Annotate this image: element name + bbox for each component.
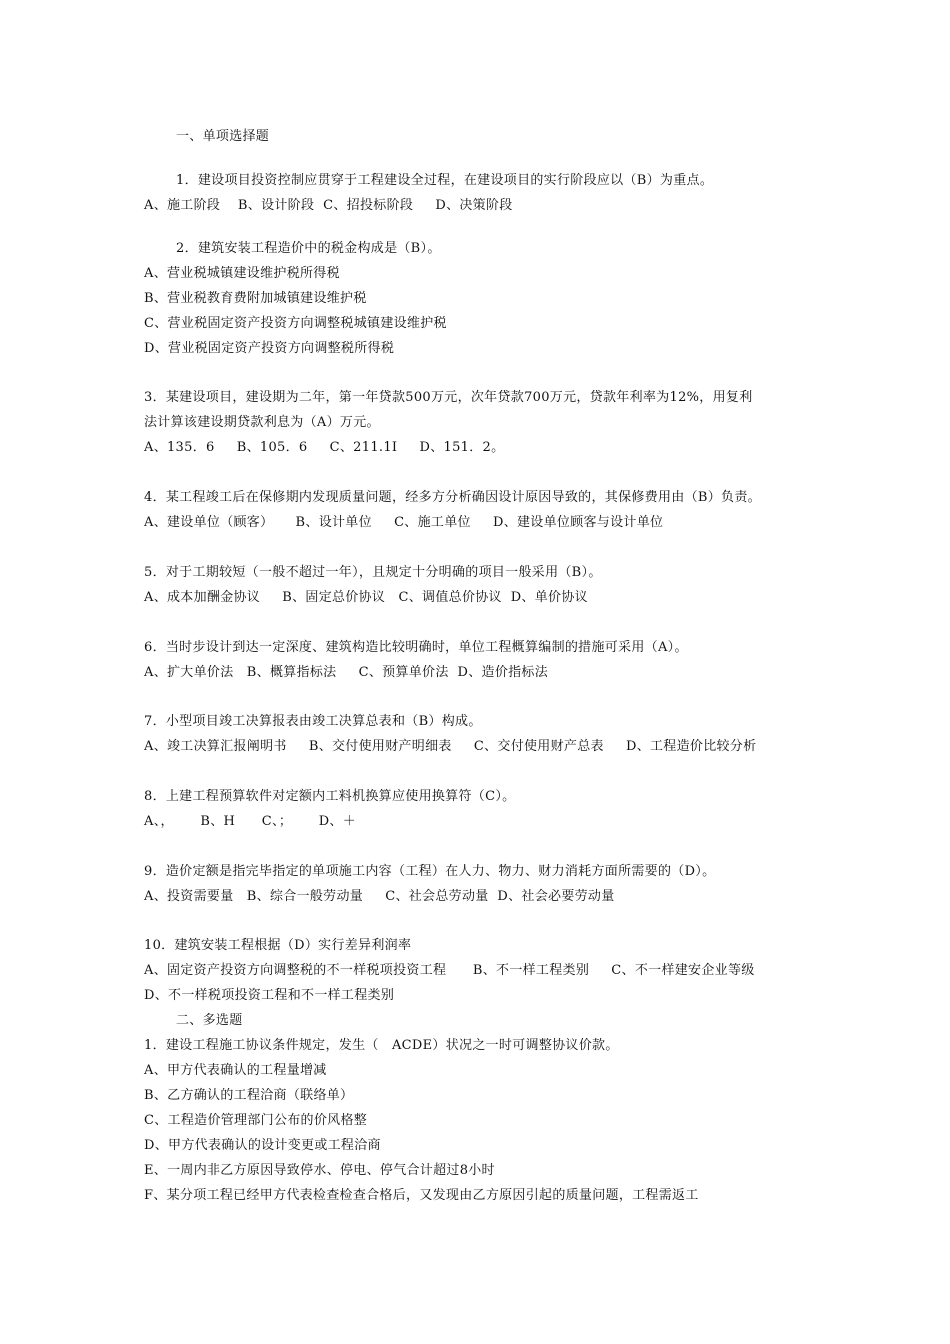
mc-question-1-option-c: C、工程造价管理部门公布的价风格整 (144, 1113, 368, 1128)
mc-question-1-stem: 1．建设工程施工协议条件规定，发生（ ACDE）状况之一时可调整协议价款。 (144, 1038, 619, 1053)
section-heading-single-choice: 一、单项选择题 (176, 129, 270, 144)
mc-question-1-option-a: A、甲方代表确认的工程量增减 (144, 1063, 327, 1078)
mc-question-1-option-e: E、一周内非乙方原因导致停水、停电、停气合计超过8小时 (144, 1163, 495, 1178)
question-8-options: A、， B、H C、； D、＋ (144, 814, 357, 829)
question-3-options: A、135．6 B、105．6 C、211.1I D、151．2。 (144, 440, 505, 455)
question-9-options: A、投资需要量 B、综合一般劳动量 C、社会总劳动量 D、社会必要劳动量 (144, 889, 615, 904)
question-5-stem: 5．对于工期较短（一般不超过一年），且规定十分明确的项目一般采用（B）。 (144, 565, 602, 580)
question-5-options: A、成本加酬金协议 B、固定总价协议 C、调值总价协议 D、单价协议 (144, 590, 588, 605)
mc-question-1-option-d: D、甲方代表确认的设计变更或工程洽商 (144, 1138, 381, 1153)
question-10-options-line-2: D、不一样税项投资工程和不一样工程类别 (144, 988, 395, 1003)
mc-question-1-option-f: F、某分项工程已经甲方代表检查检查合格后，又发现由乙方原因引起的质量问题，工程需返工 (144, 1188, 699, 1203)
question-1-options: A、施工阶段 B、设计阶段 C、招投标阶段 D、决策阶段 (144, 198, 513, 213)
question-4-stem: 4．某工程竣工后在保修期内发现质量问题，经多方分析确因设计原因导致的，其保修费用由（B）负责。 (144, 490, 761, 505)
question-2-stem: 2．建筑安装工程造价中的税金构成是（B）。 (176, 241, 441, 256)
question-1-stem: 1．建设项目投资控制应贯穿于工程建设全过程，在建设项目的实行阶段应以（B）为重点。 (176, 173, 714, 188)
question-3-stem-line-1: 3．某建设项目，建设期为二年，第一年贷款500万元，次年贷款700万元，贷款年利率为12%，用复利 (144, 390, 753, 405)
question-6-options: A、扩大单价法 B、概算指标法 C、预算单价法 D、造价指标法 (144, 665, 549, 680)
question-2-option-d: D、营业税固定资产投资方向调整税所得税 (144, 341, 395, 356)
question-8-stem: 8．上建工程预算软件对定额内工料机换算应使用换算符（C）。 (144, 789, 516, 804)
question-3-stem-line-2: 法计算该建设期贷款利息为（A）万元。 (144, 415, 380, 430)
question-2-option-b: B、营业税教育费附加城镇建设维护税 (144, 291, 367, 306)
question-10-stem: 10．建筑安装工程根据（D）实行差异利润率 (144, 938, 412, 953)
question-7-options: A、竣工决算汇报阐明书 B、交付使用财产明细表 C、交付使用财产总表 D、工程造价比较分析 (144, 739, 757, 754)
question-2-option-c: C、营业税固定资产投资方向调整税城镇建设维护税 (144, 316, 447, 331)
question-2-option-a: A、营业税城镇建设维护税所得税 (144, 266, 340, 281)
section-heading-multiple-choice: 二、多选题 (176, 1013, 243, 1028)
question-4-options: A、建设单位（顾客） B、设计单位 C、施工单位 D、建设单位顾客与设计单位 (144, 515, 664, 530)
mc-question-1-option-b: B、乙方确认的工程洽商（联络单） (144, 1088, 354, 1103)
question-6-stem: 6．当时步设计到达一定深度、建筑构造比较明确时，单位工程概算编制的措施可采用（A）。 (144, 640, 688, 655)
question-7-stem: 7．小型项目竣工决算报表由竣工决算总表和（B）构成。 (144, 714, 482, 729)
question-9-stem: 9．造价定额是指完毕指定的单项施工内容（工程）在人力、物力、财力消耗方面所需要的（D）。 (144, 864, 716, 879)
question-10-options-line-1: A、固定资产投资方向调整税的不一样税项投资工程 B、不一样工程类别 C、不一样建安企业等级 (144, 963, 755, 978)
